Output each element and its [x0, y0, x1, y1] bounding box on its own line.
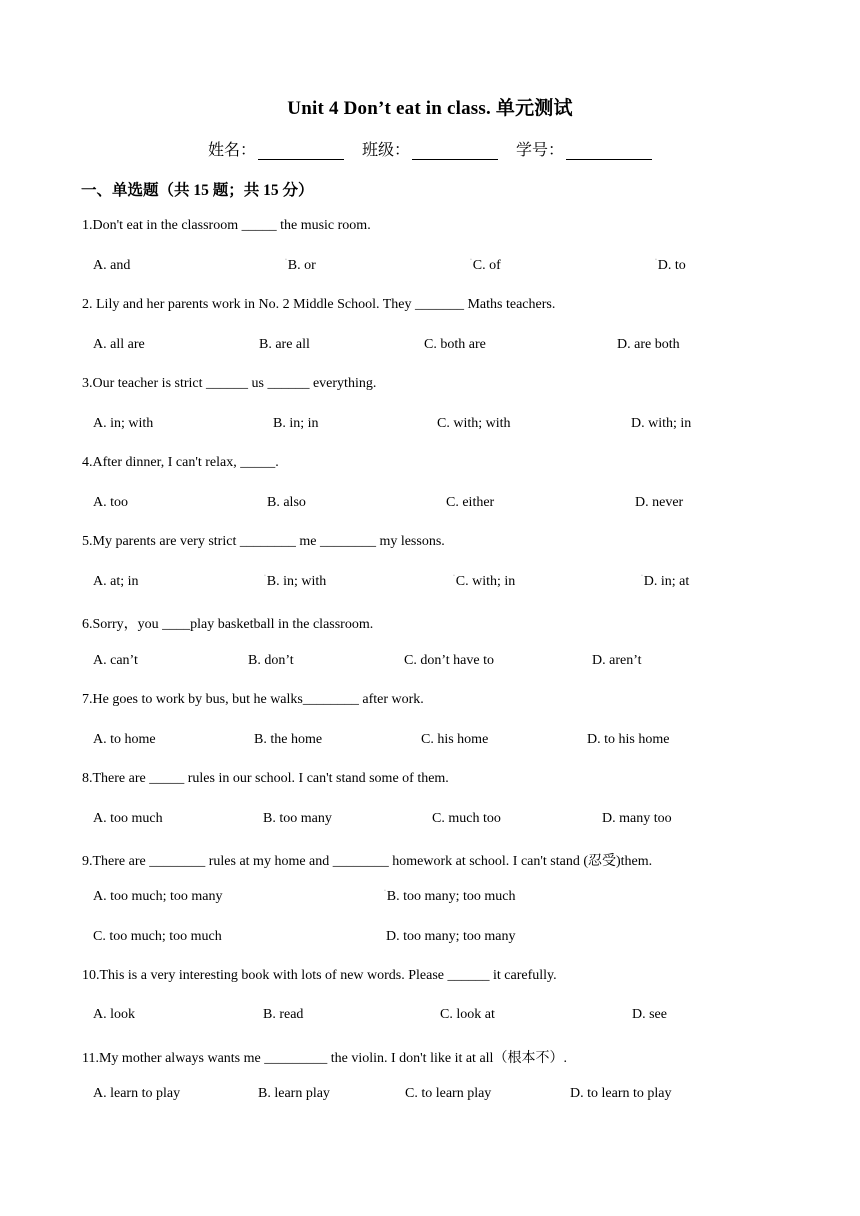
- mark-icon: ▫: [453, 574, 455, 579]
- option-d[interactable]: [655, 258, 686, 274]
- mark-icon: ▫: [264, 574, 266, 579]
- option-c[interactable]: C. don’t have to: [404, 653, 494, 668]
- option-b-label: B. in; with: [266, 574, 327, 589]
- option-a[interactable]: A. too much; too many: [93, 889, 223, 904]
- class-field: [362, 137, 498, 160]
- option-b[interactable]: [264, 574, 326, 590]
- options-1: [0, 258, 860, 276]
- student-info: [0, 137, 860, 160]
- option-d[interactable]: D. to learn to play: [570, 1086, 672, 1101]
- option-d[interactable]: D. with; in: [631, 416, 692, 431]
- option-b[interactable]: [285, 258, 316, 274]
- question-3: 3.Our teacher is strict ______ us ______ everything.: [82, 376, 377, 391]
- option-a[interactable]: A. too much: [93, 811, 163, 826]
- option-b[interactable]: [384, 889, 516, 905]
- option-a[interactable]: A. look: [93, 1007, 135, 1022]
- class-blank[interactable]: [412, 143, 498, 160]
- option-c[interactable]: [453, 574, 515, 590]
- option-a[interactable]: A. in; with: [93, 416, 154, 431]
- option-b[interactable]: B. too many: [263, 811, 332, 826]
- mark-icon: ▫: [470, 258, 472, 263]
- name-blank[interactable]: [258, 143, 344, 160]
- mark-icon: ▫: [655, 258, 657, 263]
- mark-icon: ▫: [384, 889, 386, 894]
- option-c[interactable]: C. much too: [432, 811, 501, 826]
- mark-icon: ▫: [285, 258, 287, 263]
- option-c-label: C. with; in: [455, 574, 516, 589]
- option-a[interactable]: A. can’t: [93, 653, 138, 668]
- id-field: [516, 137, 652, 160]
- option-d[interactable]: D. never: [635, 495, 684, 510]
- option-d-label: D. in; at: [643, 574, 690, 589]
- options-6: [0, 653, 860, 671]
- question-1: 1.Don't eat in the classroom _____ the music room.: [82, 218, 371, 233]
- id-blank[interactable]: [566, 143, 652, 160]
- question-8: 8.There are _____ rules in our school. I can't stand some of them.: [82, 771, 449, 786]
- option-d[interactable]: D. to his home: [587, 732, 670, 747]
- option-b[interactable]: B. learn play: [258, 1086, 330, 1101]
- option-a[interactable]: A. to home: [93, 732, 156, 747]
- option-b[interactable]: B. also: [267, 495, 306, 510]
- option-c[interactable]: C. his home: [421, 732, 489, 747]
- options-10: [0, 1007, 860, 1025]
- option-c[interactable]: C. to learn play: [405, 1086, 492, 1101]
- id-label: 学号：: [516, 142, 565, 159]
- question-4: 4.After dinner, I can't relax, _____.: [82, 455, 279, 470]
- option-b-label: B. or: [287, 258, 316, 273]
- option-b[interactable]: B. read: [263, 1007, 304, 1022]
- mark-icon: ▫: [641, 574, 643, 579]
- option-a[interactable]: A. and: [93, 258, 131, 273]
- option-b[interactable]: B. in; in: [273, 416, 319, 431]
- question-6: 6.Sorry，you ____play basketball in the classroom.: [82, 617, 374, 632]
- option-a[interactable]: A. too: [93, 495, 128, 510]
- options-7: [0, 732, 860, 750]
- options-3: [0, 416, 860, 434]
- question-11: 11.My mother always wants me _________ the violin. I don't like it at all（根本不）.: [82, 1051, 567, 1066]
- class-label: 班级：: [361, 142, 410, 159]
- option-b[interactable]: B. the home: [254, 732, 323, 747]
- option-c[interactable]: C. too much; too much: [93, 929, 222, 944]
- option-d[interactable]: D. too many; too many: [386, 929, 516, 944]
- options-8: [0, 811, 860, 829]
- option-b-label: B. too many; too much: [386, 889, 516, 904]
- options-2: [0, 337, 860, 355]
- options-9-row-2: [0, 929, 860, 947]
- option-d[interactable]: D. many too: [602, 811, 672, 826]
- question-9: 9.There are ________ rules at my home and ________ homework at school. I can't stand (忍受)them.: [82, 854, 653, 869]
- question-10: 10.This is a very interesting book with lots of new words. Please ______ it carefully.: [82, 968, 557, 983]
- name-field: [208, 137, 344, 160]
- option-c[interactable]: C. either: [446, 495, 495, 510]
- option-d[interactable]: D. are both: [617, 337, 680, 352]
- option-d-label: D. to: [657, 258, 686, 273]
- question-2: 2. Lily and her parents work in No. 2 Middle School. They _______ Maths teachers.: [82, 297, 556, 312]
- option-a[interactable]: A. at; in: [93, 574, 139, 589]
- question-5: 5.My parents are very strict ________ me ________ my lessons.: [82, 534, 445, 549]
- option-d[interactable]: D. aren’t: [592, 653, 642, 668]
- page-title: Unit 4 Don’t eat in class. 单元测试: [287, 98, 573, 119]
- option-c[interactable]: [470, 258, 501, 274]
- options-5: [0, 574, 860, 592]
- option-c[interactable]: C. look at: [440, 1007, 495, 1022]
- name-label: 姓名：: [207, 142, 256, 159]
- option-a[interactable]: A. all are: [93, 337, 145, 352]
- section-title: 一、单选题（共 15 题；共 15 分）: [81, 182, 314, 199]
- option-a[interactable]: A. learn to play: [93, 1086, 181, 1101]
- option-c-label: C. of: [472, 258, 501, 273]
- options-4: [0, 495, 860, 513]
- option-c[interactable]: C. both are: [424, 337, 486, 352]
- option-b[interactable]: B. don’t: [248, 653, 294, 668]
- question-7: 7.He goes to work by bus, but he walks________ after work.: [82, 692, 424, 707]
- options-11: [0, 1086, 860, 1104]
- option-b[interactable]: B. are all: [259, 337, 310, 352]
- option-d[interactable]: D. see: [632, 1007, 667, 1022]
- option-c[interactable]: C. with; with: [437, 416, 511, 431]
- option-d[interactable]: [641, 574, 689, 590]
- options-9-row-1: [0, 889, 860, 907]
